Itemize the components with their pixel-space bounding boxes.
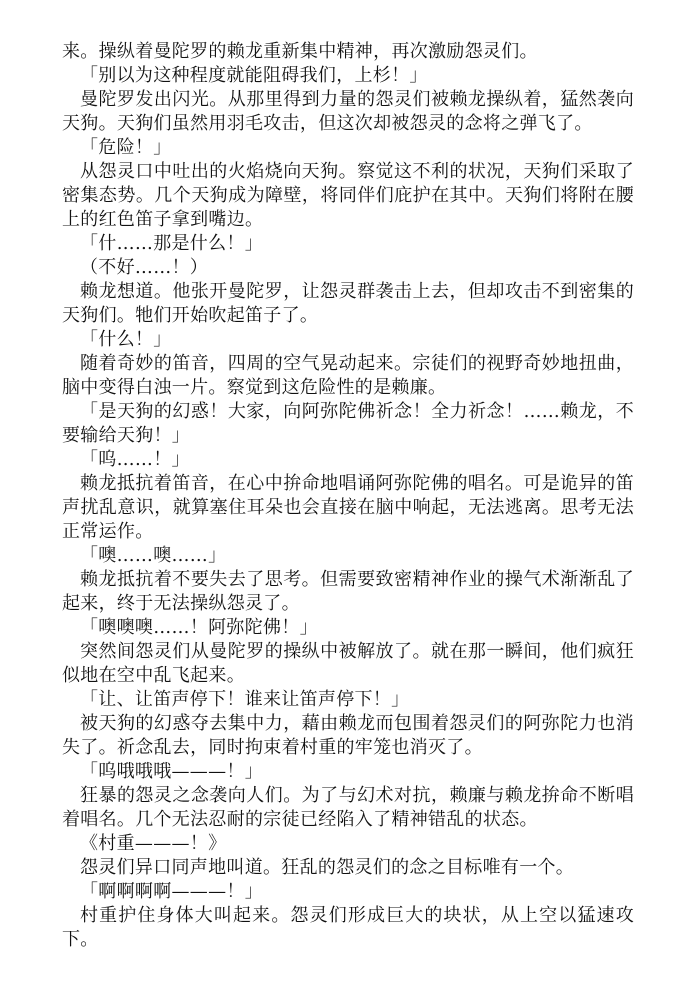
paragraph: （不好……！） [80, 257, 209, 278]
paragraph: 「呜……！」 [80, 449, 190, 470]
paragraph: 「什么！」 [80, 329, 172, 350]
paragraph: 狂暴的怨灵之念袭向人们。为了与幻术对抗，赖廉与赖龙拚命不断唱着唱名。几个无法忍耐的宗徒已经陷入了精神错乱的状态。 [62, 785, 634, 830]
paragraph: 「让、让笛声停下！谁来让笛声停下！」 [80, 689, 410, 710]
paragraph: 赖龙想道。他张开曼陀罗，让怨灵群袭击上去，但却攻击不到密集的天狗们。牠们开始吹起笛子了。 [62, 281, 634, 326]
paragraph: 赖龙抵抗着不要失去了思考。但需要致密精神作业的操气术渐渐乱了起来，终于无法操纵怨灵了。 [62, 569, 634, 614]
paragraph: 「噢……噢……」 [80, 545, 227, 566]
paragraph: 村重护住身体大叫起来。怨灵们形成巨大的块状，从上空以猛速攻下。 [62, 905, 634, 950]
paragraph: 随着奇妙的笛音，四周的空气晃动起来。宗徒们的视野奇妙地扭曲，脑中变得白浊一片。察觉到这危险性的是赖廉。 [62, 353, 634, 398]
paragraph: 被天狗的幻惑夺去集中力，藉由赖龙而包围着怨灵们的阿弥陀力也消失了。祈念乱去，同时拘束着村重的牢笼也消灭了。 [62, 713, 634, 758]
paragraph: 「啊啊啊啊———！」 [80, 881, 263, 902]
paragraph: 「别以为这种程度就能阻碍我们，上杉！」 [80, 65, 428, 86]
paragraph: 《村重———！》 [80, 833, 227, 854]
paragraph: 来。操纵着曼陀罗的赖龙重新集中精神，再次激励怨灵们。 [62, 41, 538, 62]
paragraph: 「什……那是什么！」 [80, 233, 263, 254]
paragraph: 曼陀罗发出闪光。从那里得到力量的怨灵们被赖龙操纵着，猛然袭向天狗。天狗们虽然用羽毛攻击，但这次却被怨灵的念将之弹飞了。 [62, 89, 634, 134]
paragraph: 赖龙抵抗着笛音，在心中拚命地唱诵阿弥陀佛的唱名。可是诡异的笛声扰乱意识，就算塞住耳朵也会直接在脑中响起，无法逃离。思考无法正常运作。 [62, 473, 634, 542]
document-page [62, 40, 634, 952]
paragraph: 「噢噢噢……！阿弥陀佛！」 [80, 617, 318, 638]
paragraph: 突然间怨灵们从曼陀罗的操纵中被解放了。就在那一瞬间，他们疯狂似地在空中乱飞起来。 [62, 641, 634, 686]
paragraph: 从怨灵口中吐出的火焰烧向天狗。察觉这不利的状况，天狗们采取了密集态势。几个天狗成为障壁，将同伴们庇护在其中。天狗们将附在腰上的红色笛子拿到嘴边。 [62, 161, 634, 230]
paragraph: 「呜哦哦哦———！」 [80, 761, 263, 782]
paragraph: 「危险！」 [80, 137, 172, 158]
paragraph: 「是天狗的幻惑！大家，向阿弥陀佛祈念！全力祈念！……赖龙，不要输给天狗！」 [62, 401, 634, 446]
paragraph: 怨灵们异口同声地叫道。狂乱的怨灵们的念之目标唯有一个。 [80, 857, 575, 878]
